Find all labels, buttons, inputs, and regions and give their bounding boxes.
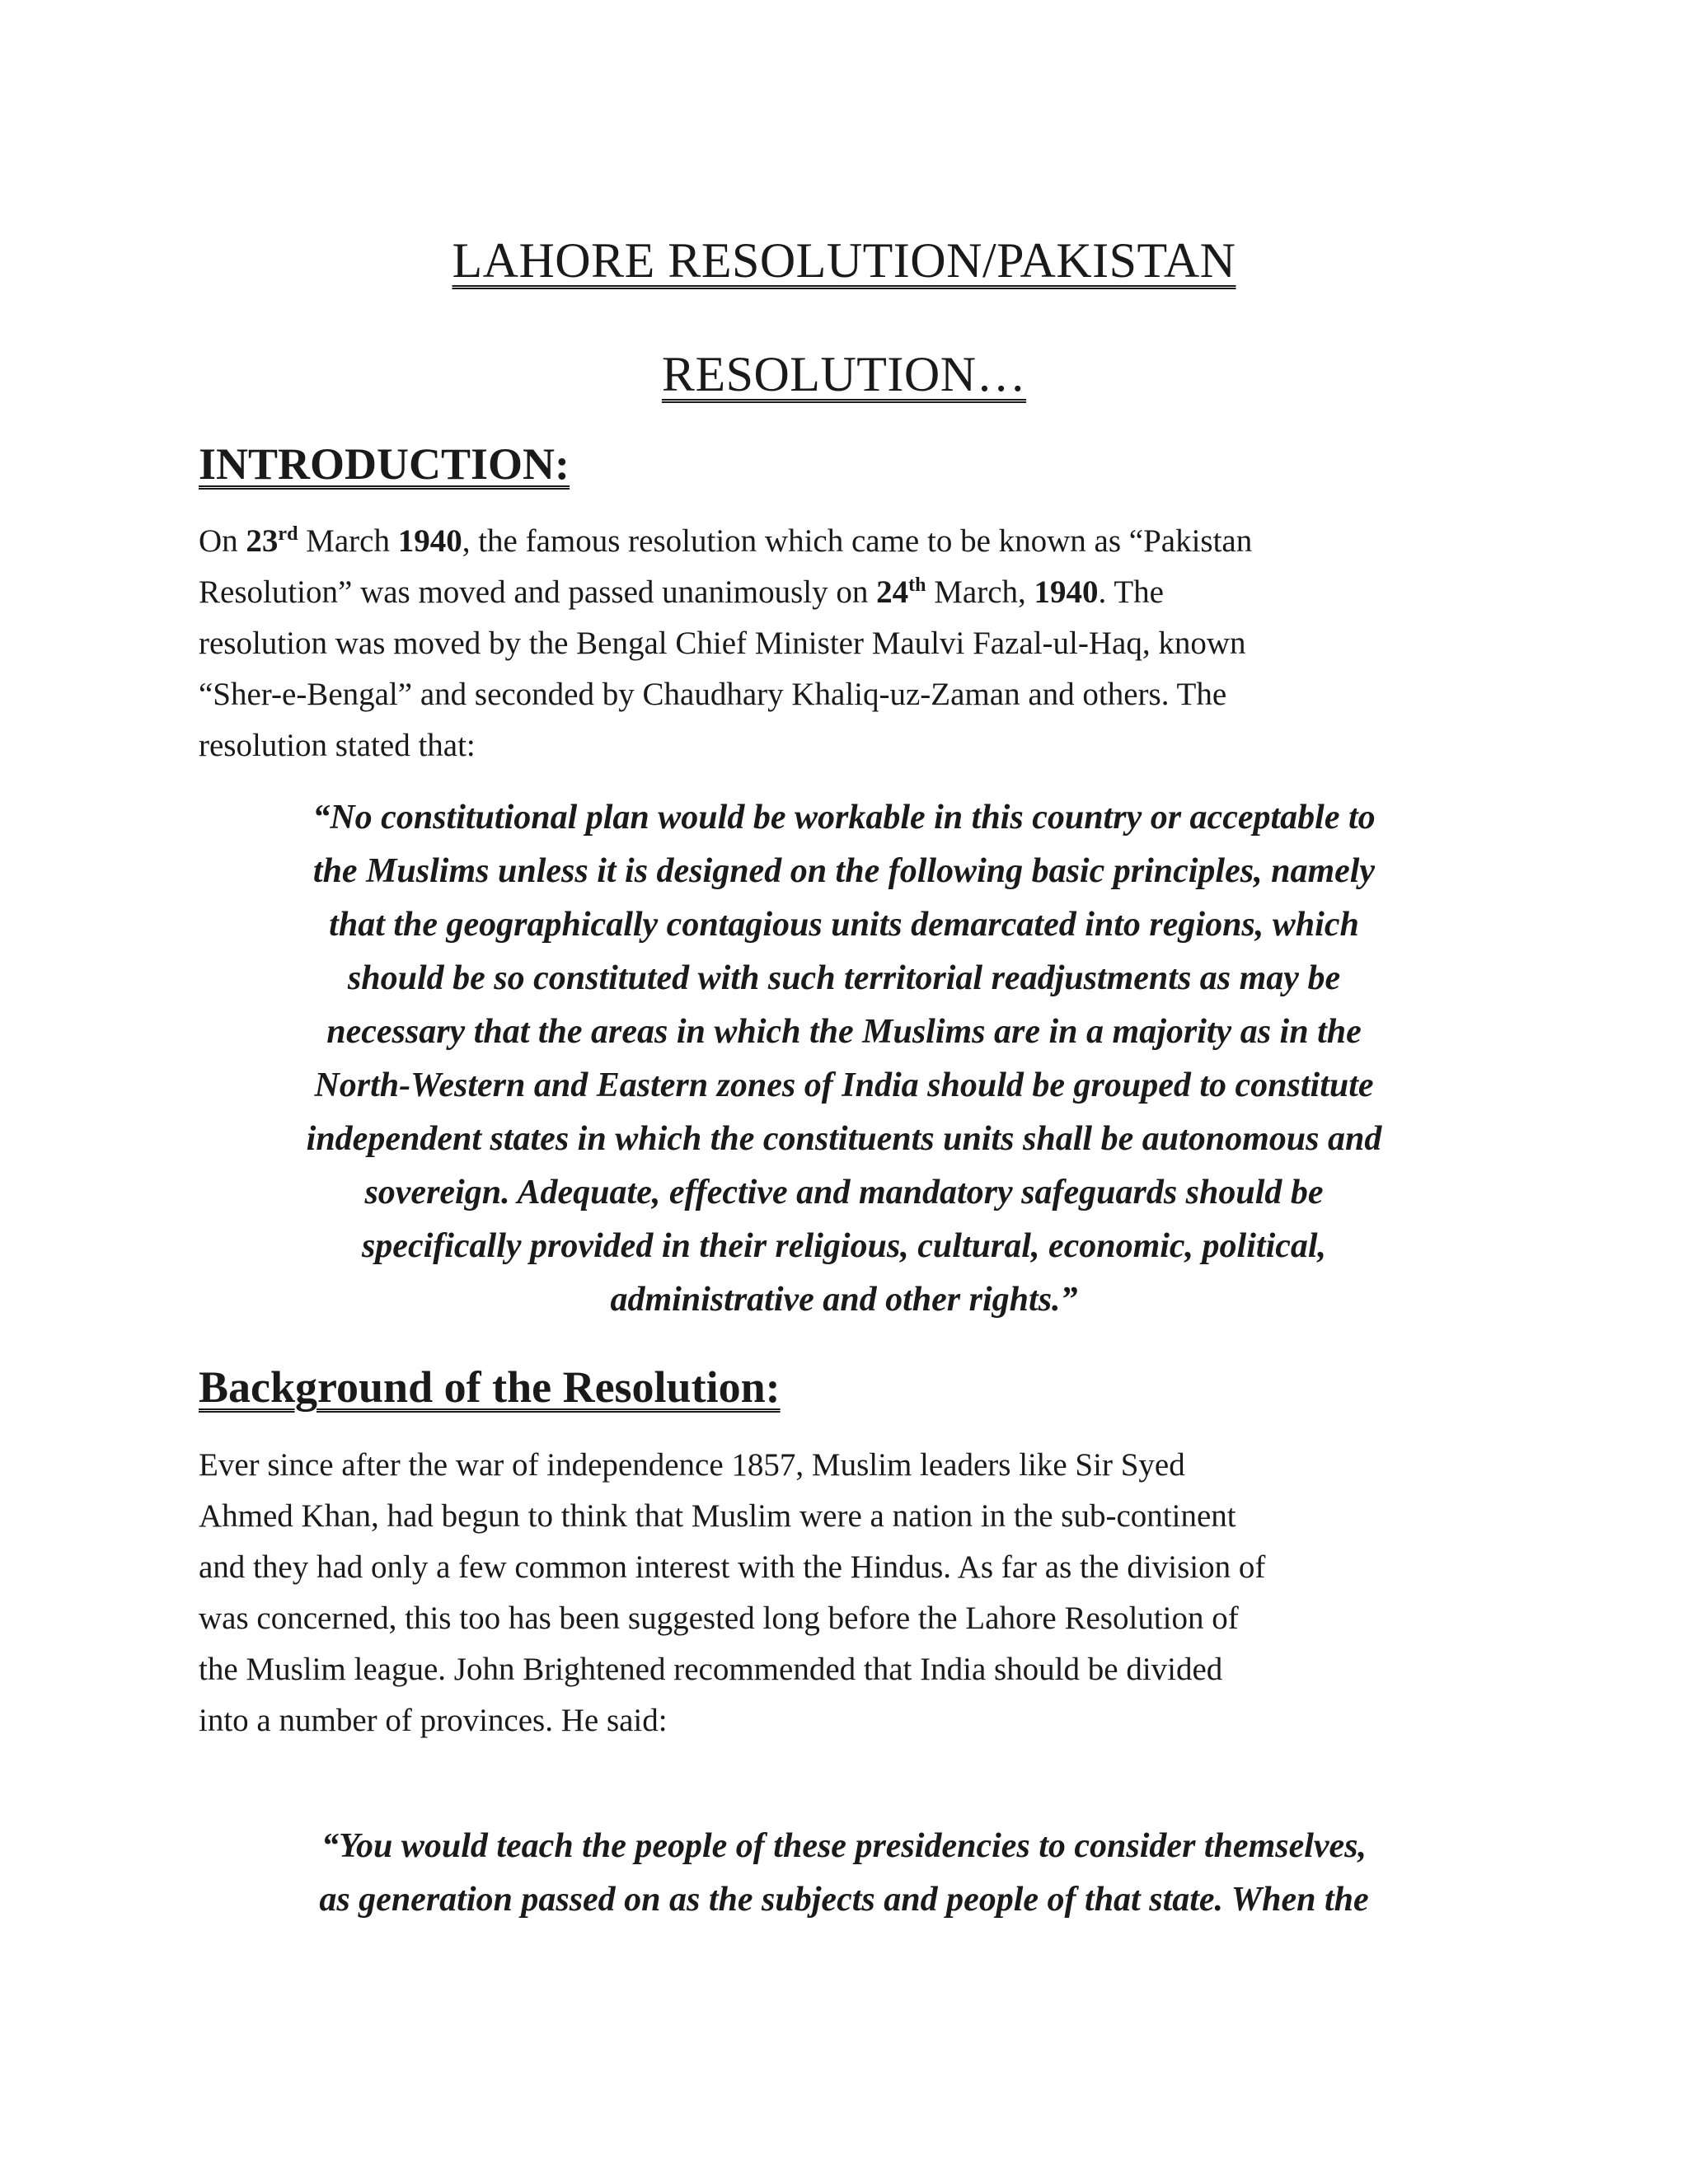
quote-line: should be so constituted with such territorial readjustments as may be [347,959,1341,997]
intro-text: March, [926,574,1034,610]
quote-line: necessary that the areas in which the Muslims are in a majority as in the [326,1013,1362,1051]
quote-line: sovereign. Adequate, effective and mandatory safeguards should be [364,1174,1324,1212]
quote-line: “No constitutional plan would be workable in this country or acceptable to [312,799,1376,837]
bright-quote [181,1820,1507,1927]
background-line: was concerned, this too has been suggested long before the Lahore Resolution of [199,1601,1239,1636]
intro-line-1 [199,516,1493,567]
quote-line: as generation passed on as the subjects and people of that state. When the [319,1881,1369,1919]
document-title-line-1 [0,232,1688,289]
quote-line: “You would teach the people of these presidencies to consider themselves, [321,1827,1367,1865]
background-heading: Background of the Resolution: [199,1362,781,1412]
resolution-quote [181,791,1507,1327]
quote-line: independent states in which the constituents units shall be autonomous and [306,1120,1382,1158]
quote-line: specifically provided in their religious, cultural, economic, political, [361,1227,1327,1265]
background-paragraph [199,1440,1493,1746]
intro-text: Resolution” was moved and passed unanimously on [199,574,877,610]
intro-line-3: resolution was moved by the Bengal Chief Minister Maulvi Fazal-ul-Haq, known [199,626,1246,661]
document-title-line-2 [0,346,1688,403]
date-year: 1940 [397,523,462,559]
quote-line: North-Western and Eastern zones of India should be grouped to constitute [314,1066,1374,1104]
background-line: the Muslim league. John Brightened recommended that India should be divided [199,1652,1223,1687]
background-line: Ahmed Khan, had begun to think that Muslim were a nation in the sub-continent [199,1498,1236,1534]
background-line: and they had only a few common interest with the Hindus. As far as the division of [199,1549,1266,1585]
intro-line-2 [199,567,1493,618]
intro-text: On [199,523,246,559]
title-text-1: LAHORE RESOLUTION/PAKISTAN [452,233,1236,288]
quote-line: that the geographically contagious units demarcated into regions, which [329,906,1359,944]
intro-text: March [298,523,398,559]
date-year: 1940 [1034,574,1099,610]
intro-text: , the famous resolution which came to be known as “Pakistan [462,523,1253,559]
ordinal-suffix: rd [278,523,298,545]
background-line: Ever since after the war of independence 1857, Muslim leaders like Sir Syed [199,1447,1185,1483]
quote-line: the Muslims unless it is designed on the following basic principles, namely [312,852,1376,890]
date-day: 23 [246,523,279,559]
introduction-paragraph [199,516,1493,771]
introduction-heading: INTRODUCTION: [199,439,570,489]
intro-line-4: “Sher-e-Bengal” and seconded by Chaudhary Khaliq-uz-Zaman and others. The [199,677,1227,712]
ordinal-suffix: th [908,574,926,596]
background-line: into a number of provinces. He said: [199,1703,668,1738]
quote-line: administrative and other rights.” [610,1281,1078,1319]
intro-line-5: resolution stated that: [199,728,476,763]
intro-text: . The [1098,574,1164,610]
title-text-2: RESOLUTION… [661,347,1027,401]
date-day: 24 [876,574,909,610]
